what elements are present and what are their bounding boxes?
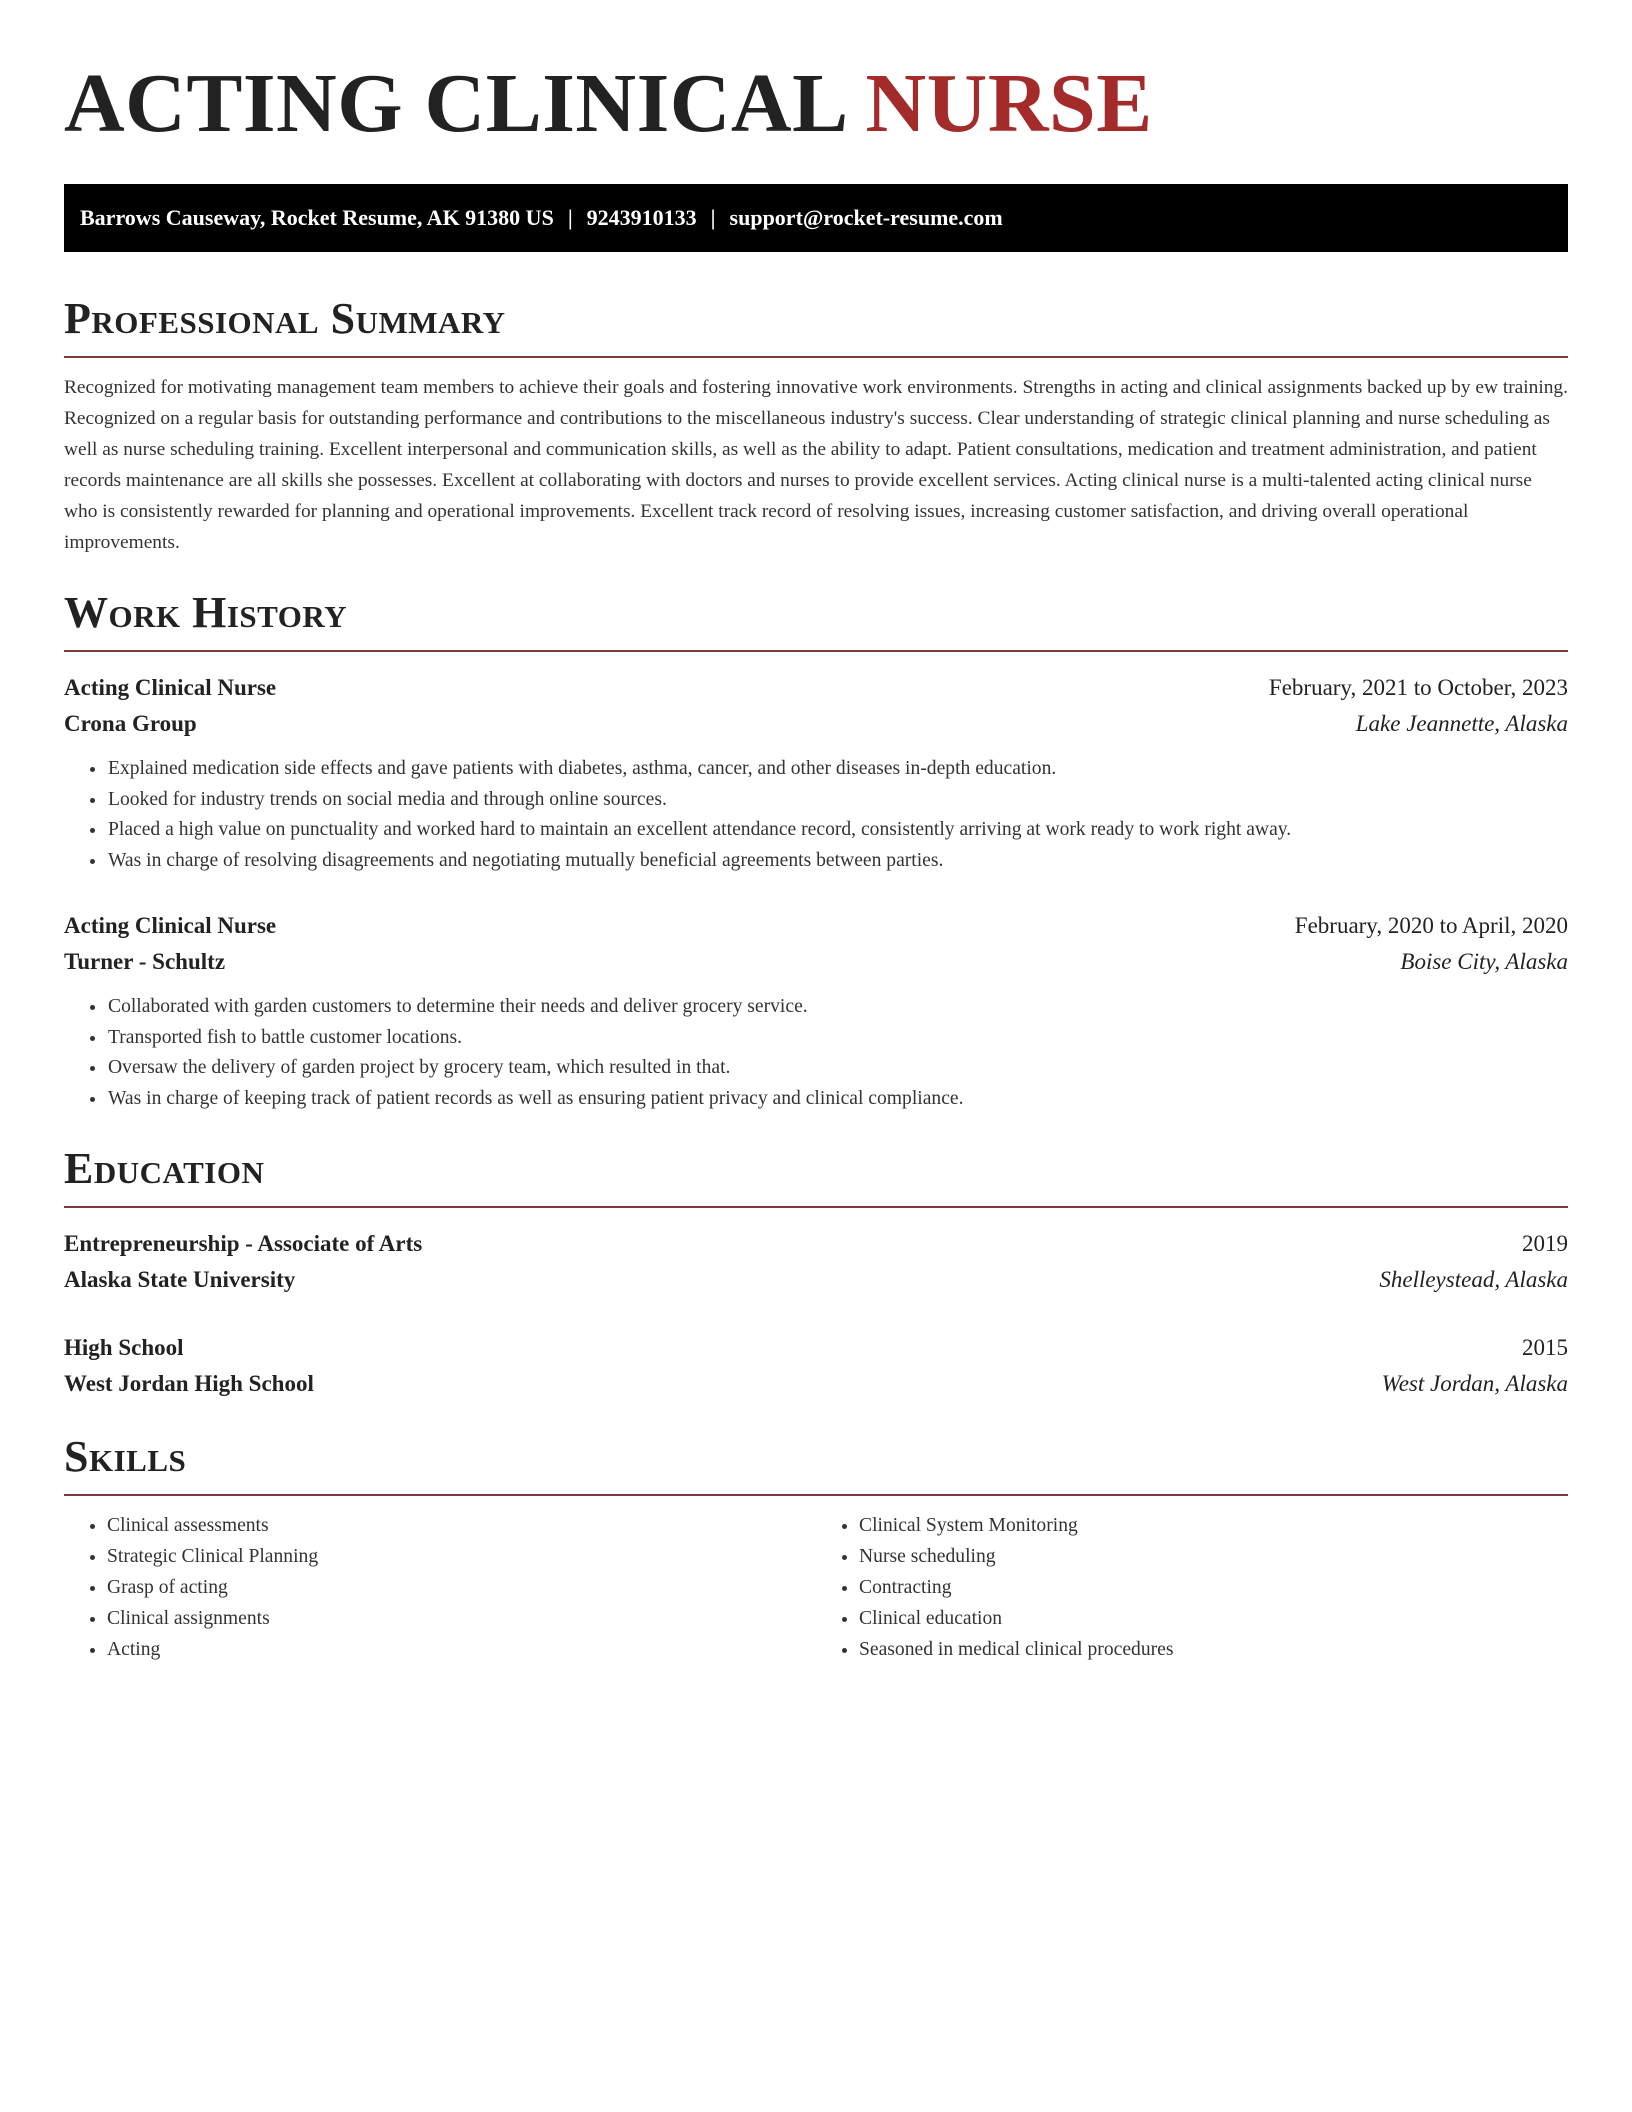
- job-company: Crona Group: [64, 711, 197, 736]
- contact-separator: |: [567, 205, 573, 230]
- job-bullets: [64, 992, 1568, 1114]
- job-bullet: • Was in charge of keeping track of patient records as well as ensuring patient privacy and clinical compliance.: [107, 1084, 1568, 1115]
- summary-text: Recognized for motivating management team members to achieve their goals and fostering innovative work environments. Strengths in acting and clinical assignments backed up by ew training. Recognized on a regular basis for outstanding performance and contributions to the miscellaneous industry's success. Clear understanding of strategic clinical planning and nurse scheduling as well as nurse scheduling training. Excellent interpersonal and communication skills, as well as the ability to adapt. Patient consultations, medication and treatment administration, and patient records maintenance are all skills she possesses. Excellent at collaborating with doctors and nurses to provide excellent services. Acting clinical nurse is a multi-talented acting clinical nurse who is consistently rewarded for planning and operational improvements. Excellent track record of resolving issues, increasing customer satisfaction, and driving overall operational improvements.: [64, 377, 1568, 553]
- work-history-section: [64, 588, 1568, 1114]
- contact-separator: |: [710, 205, 716, 230]
- skill-item: • Clinical assignments: [107, 1603, 816, 1634]
- job-bullet: • Looked for industry trends on social media and through online sources.: [107, 785, 1568, 816]
- section-divider: [64, 1494, 1568, 1496]
- education-location: West Jordan, Alaska: [1381, 1371, 1568, 1396]
- skill-item: • Acting: [107, 1634, 816, 1665]
- education-school-row: [64, 1366, 1568, 1402]
- job-bullet: • Placed a high value on punctuality and worked hard to maintain an excellent attendance record, consistently arriving at work ready to work right away.: [107, 815, 1568, 846]
- job-bullet: • Collaborated with garden customers to determine their needs and deliver grocery service.: [107, 992, 1568, 1023]
- name-accent: NURSE: [865, 57, 1153, 150]
- job-bullet: • Explained medication side effects and gave patients with diabetes, asthma, cancer, and other diseases in-depth education.: [107, 754, 1568, 785]
- job-entry: [64, 908, 1568, 1114]
- skill-item: • Clinical System Monitoring: [859, 1510, 1568, 1541]
- job-bullet: • Was in charge of resolving disagreements and negotiating mutually beneficial agreements between parties.: [107, 846, 1568, 877]
- education-header-row: [64, 1226, 1568, 1262]
- education-degree: High School: [64, 1335, 184, 1360]
- skill-item: • Seasoned in medical clinical procedures: [859, 1634, 1568, 1665]
- skill-item: • Clinical assessments: [107, 1510, 816, 1541]
- education-school: West Jordan High School: [64, 1371, 314, 1396]
- job-title: Acting Clinical Nurse: [64, 675, 277, 700]
- education-school: Alaska State University: [64, 1267, 296, 1292]
- contact-phone: 9243910133: [586, 205, 697, 230]
- contact-email: support@rocket-resume.com: [729, 205, 1003, 230]
- job-bullets: [64, 754, 1568, 876]
- skill-item: • Nurse scheduling: [859, 1541, 1568, 1572]
- job-company-row: [64, 944, 1568, 980]
- skills-list-left: [64, 1510, 816, 1665]
- education-section: [64, 1144, 1568, 1402]
- job-bullet: • Transported fish to battle customer locations.: [107, 1023, 1568, 1054]
- job-header-row: [64, 670, 1568, 706]
- skill-item: • Grasp of acting: [107, 1572, 816, 1603]
- job-company: Turner - Schultz: [64, 949, 226, 974]
- job-company-row: [64, 706, 1568, 742]
- job-location: Lake Jeannette, Alaska: [1355, 711, 1568, 736]
- education-degree: Entrepreneurship - Associate of Arts: [64, 1231, 423, 1256]
- job-location: Boise City, Alaska: [1400, 949, 1568, 974]
- section-divider: [64, 650, 1568, 652]
- job-header-row: [64, 908, 1568, 944]
- summary-section: [64, 294, 1568, 558]
- job-bullet: • Oversaw the delivery of garden project by grocery team, which resulted in that.: [107, 1053, 1568, 1084]
- skill-item: • Contracting: [859, 1572, 1568, 1603]
- skills-grid: [64, 1510, 1568, 1665]
- education-location: Shelleystead, Alaska: [1379, 1267, 1568, 1292]
- contact-address: Barrows Causeway, Rocket Resume, AK 91380 US: [80, 205, 554, 230]
- name-main: ACTING CLINICAL: [64, 57, 844, 150]
- skills-list-right: [816, 1510, 1568, 1665]
- skills-section: [64, 1432, 1568, 1665]
- education-year: 2019: [1522, 1231, 1568, 1256]
- education-header-row: [64, 1330, 1568, 1366]
- section-divider: [64, 1206, 1568, 1208]
- section-title-summary: Professional Summary: [64, 294, 506, 343]
- education-entry: [64, 1226, 1568, 1298]
- skill-item: • Clinical education: [859, 1603, 1568, 1634]
- job-dates: February, 2020 to April, 2020: [1294, 913, 1568, 938]
- job-title: Acting Clinical Nurse: [64, 913, 277, 938]
- section-title-skills: Skills: [64, 1432, 187, 1481]
- resume-name: [64, 0, 1568, 152]
- section-title-education: Education: [64, 1144, 265, 1193]
- skill-item: • Strategic Clinical Planning: [107, 1541, 816, 1572]
- education-entry: [64, 1330, 1568, 1402]
- education-school-row: [64, 1262, 1568, 1298]
- contact-bar: [64, 184, 1568, 252]
- section-title-work-history: Work History: [64, 588, 348, 637]
- job-dates: February, 2021 to October, 2023: [1268, 675, 1568, 700]
- education-year: 2015: [1522, 1335, 1568, 1360]
- section-divider: [64, 356, 1568, 358]
- job-entry: [64, 670, 1568, 876]
